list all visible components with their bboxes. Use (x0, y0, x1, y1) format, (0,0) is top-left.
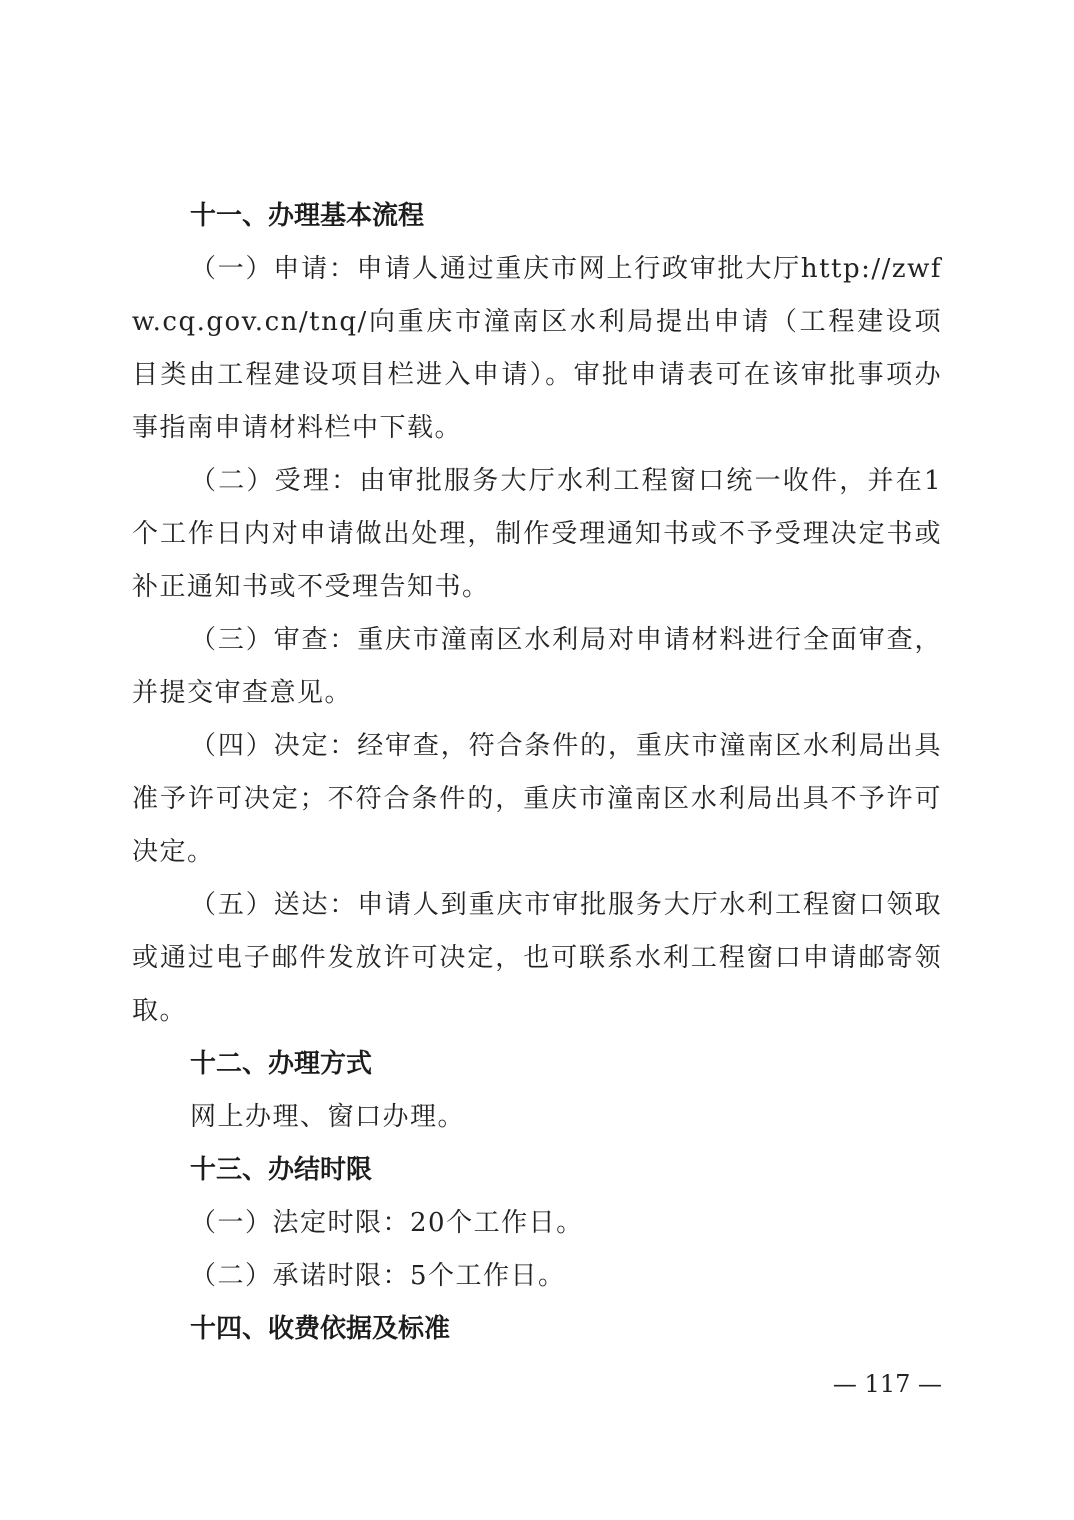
document-page (132, 190, 942, 1356)
handling-method-text: 网上办理、窗口办理。 (190, 1102, 466, 1132)
page-number: — 117 — (832, 1370, 942, 1398)
paragraph-acceptance: （二）受理：由审批服务大厅水利工程窗口统一收件，并在1个工作日内对申请做出处理，制作受理通知书或不予受理决定书或补正通知书或不受理告知书。 (132, 466, 942, 602)
statutory-time-limit: （一）法定时限：20个工作日。 (190, 1208, 584, 1238)
section-heading-11: 十一、办理基本流程 (190, 201, 425, 231)
promised-time-limit: （二）承诺时限：5个工作日。 (190, 1261, 566, 1291)
section-heading-12: 十二、办理方式 (190, 1049, 373, 1079)
section-heading-13: 十三、办结时限 (190, 1155, 373, 1185)
paragraph-delivery: （五）送达：申请人到重庆市审批服务大厅水利工程窗口领取或通过电子邮件发放许可决定，也可联系水利工程窗口申请邮寄领取。 (132, 890, 942, 1026)
paragraph-application: （一）申请：申请人通过重庆市网上行政审批大厅http://zwfw.cq.gov.cn/tnq/向重庆市潼南区水利局提出申请（工程建设项目类由工程建设项目栏进入申请）。审批申请表可在该审批事项办事指南申请材料栏中下载。 (132, 254, 942, 443)
paragraph-decision: （四）决定：经审查，符合条件的，重庆市潼南区水利局出具准予许可决定；不符合条件的，重庆市潼南区水利局出具不予许可决定。 (132, 731, 942, 867)
section-heading-14: 十四、收费依据及标准 (190, 1314, 451, 1344)
paragraph-review: （三）审查：重庆市潼南区水利局对申请材料进行全面审查，并提交审查意见。 (132, 625, 942, 708)
